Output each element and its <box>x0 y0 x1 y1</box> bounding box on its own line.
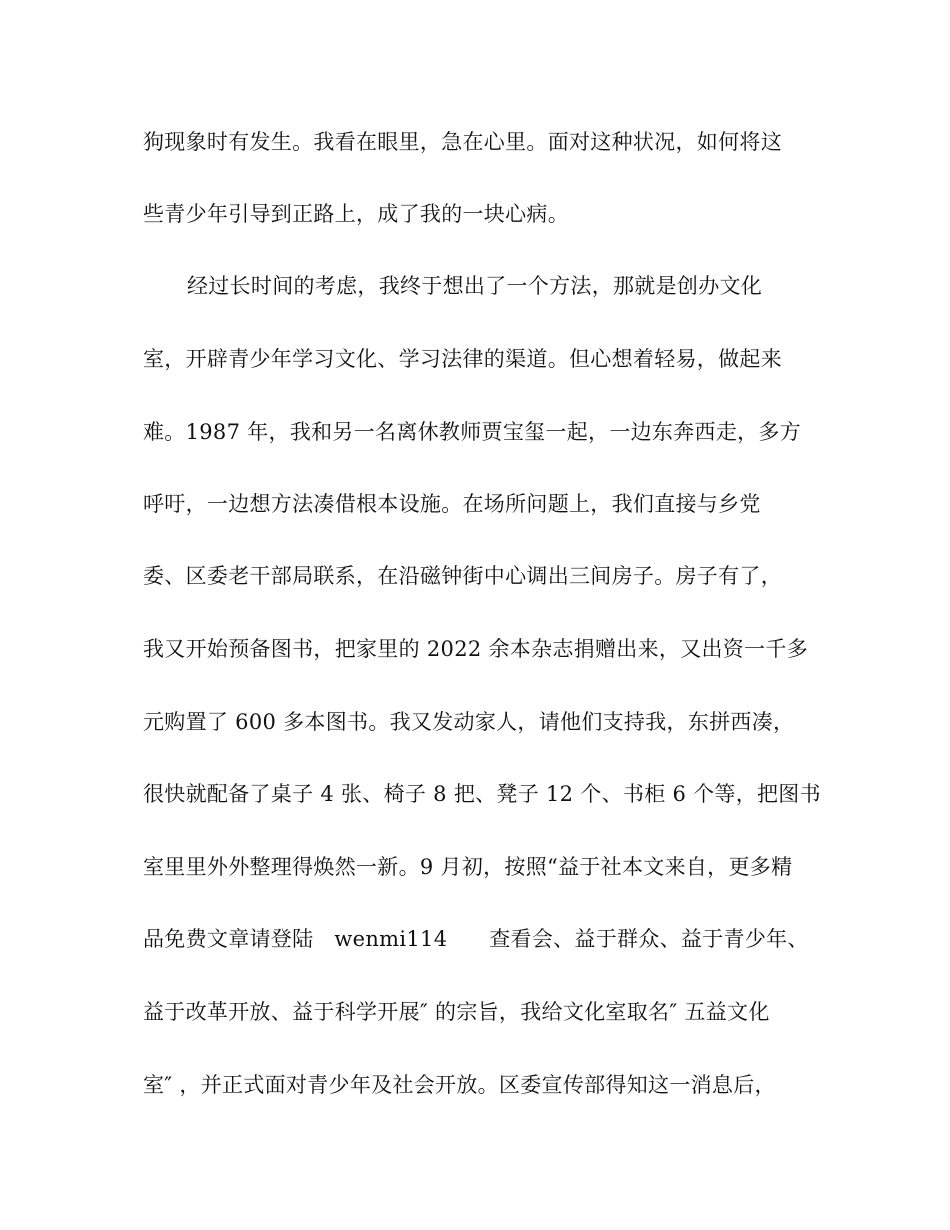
text-line: 些青少年引导到正路上，成了我的一块心病。 <box>143 202 569 226</box>
text-line: 室″ ，并正式面对青少年及社会开放。区委宣传部得知这一消息后， <box>143 1073 776 1097</box>
text-line: 委、区委老干部局联系，在沿磁钟街中心调出三间房子。房子有了， <box>143 564 782 588</box>
text-line: 品免费文章请登陆 wenmi114 查看会、益于群众、益于青少年、 <box>143 927 809 951</box>
text-line: 很快就配备了桌子 4 张、椅子 8 把、凳子 12 个、书柜 6 个等，把图书 <box>143 782 821 806</box>
text-line: 我又开始预备图书，把家里的 2022 余本杂志捐赠出来，又出资一千多 <box>143 637 808 661</box>
text-line: 呼吁，一边想方法凑借根本设施。在场所问题上，我们直接与乡党 <box>143 492 761 516</box>
text-line: 元购置了 600 多本图书。我又发动家人，请他们支持我，东拼西凑， <box>143 710 795 734</box>
text-line: 室里里外外整理得焕然一新。9 月初，按照“益于社本文来自，更多精 <box>143 855 793 879</box>
text-line: 难。1987 年，我和另一名离休教师贾宝玺一起，一边东奔西走，多方 <box>143 420 802 444</box>
text-line: 益于改革开放、益于科学开展″ 的宗旨，我给文化室取名″ 五益文化 <box>143 1000 770 1024</box>
text-line: 室，开辟青少年学习文化、学习法律的渠道。但心想着轻易，做起来 <box>143 347 782 371</box>
paragraph-start-line: 经过长时间的考虑，我终于想出了一个方法，那就是创办文化 <box>187 274 763 298</box>
text-line: 狗现象时有发生。我看在眼里，急在心里。面对这种状况，如何将这 <box>143 130 782 154</box>
